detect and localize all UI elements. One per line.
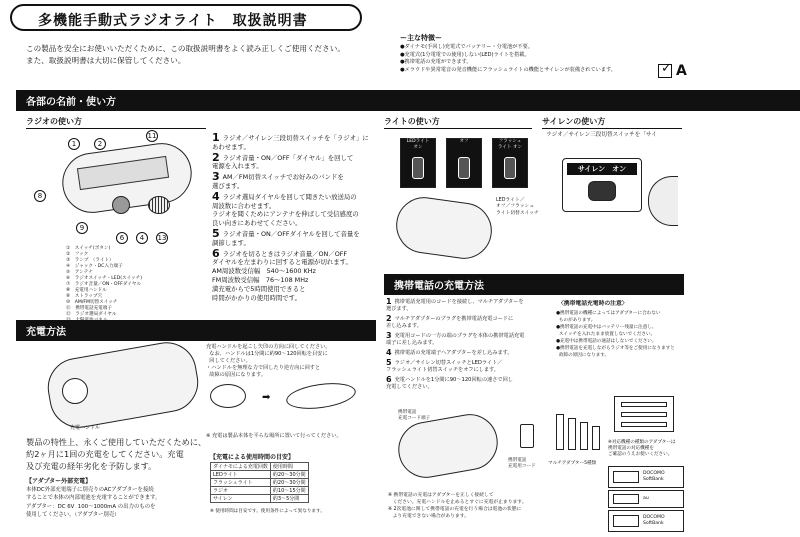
- radio-parts-list: ① スイッチ(ボタン) ② フック ③ ランプ （ライト） ④ ジャック・DC入力端子 ⑤ アンテナ ⑥ ラジオスイッチ・LED(スイッチ) ⑦ ラジオ音量／ON・OFFダイヤル ⑧ 充電用ハンドル ⑨ ストラップ穴 ⑩ AM/FM切替スイッチ ⑪ 携帯電話充電端子 ⑫ ラジオ選局ダイヤル: [66, 246, 143, 317]
- table-row: [211, 487, 309, 495]
- siren-switch-icon: [588, 181, 616, 201]
- radio-step: 2 ラジオ音量・ON／OFF「ダイヤル」を回して 電源を入れます。: [212, 150, 354, 171]
- adapter-text: 本体DC外部充電端子に別売りのACアダプターを接続 することで本体の内部電池を充電することができます。 アダプター：DC 6V 100〜1000mA の出力のものを 使用してください。（アダプター別売）: [26, 487, 161, 519]
- table-cell: 約20〜30分間: [270, 479, 308, 487]
- siren-heading: サイレンの使い方: [542, 116, 682, 129]
- usage-table: [210, 462, 309, 503]
- light-mode-led-on: LEDライト オン: [400, 138, 436, 188]
- table-cell: 約10〜15分間: [270, 487, 308, 495]
- siren-on-label: サイレン オン: [567, 163, 637, 175]
- radio-step: 5 ラジオ音量・ON／OFFダイヤルを回して音量を 調節します。: [212, 226, 360, 247]
- title-box: [10, 4, 362, 31]
- adapter-count-label: マルチアダプター5種類: [548, 461, 597, 466]
- phone-step: 1 携帯電話充電用のコードを接続し、マルチアダプターを 選びます。: [386, 297, 524, 312]
- adapter-row: au: [608, 490, 684, 508]
- siren-text: ラジオ／サイレン三段切替スイッチを「サイ: [546, 132, 657, 138]
- intro-text: この製品を安全にお使いいただくために、この取扱説明書をよく読み正しくご使用ください。 また、取扱説明書は大切に保管してください。: [26, 44, 345, 65]
- phone-caution-heading: 〈携帯電話充電時の注意〉: [558, 301, 628, 307]
- arrow-right-icon: ➡: [262, 392, 271, 403]
- phone-caution-text: ●携帯電話の機種によってはアダプターに合わない ものがあります。 ●携帯電話の充電中はバッテリー残量に注意し、 スイッチを入れたまま放置しないでください。 ●充電中は携帯電話の通話はしないでください。 ●携帯電話を充電しながらラジオ等をご使用になりますと 故障の原因になります。: [556, 311, 675, 358]
- callout-1: 1: [68, 138, 80, 150]
- section-bar-phone: 携帯電話の充電方法: [384, 274, 684, 295]
- callout-9: 9: [76, 222, 88, 234]
- adapter-row: DOCOMO SoftBank: [608, 510, 684, 532]
- cord-label: 携帯電話 充電用コード: [508, 458, 536, 469]
- table-cell: 約3〜5分間: [270, 495, 308, 503]
- checkbox-icon: ✓: [658, 64, 672, 78]
- usage-table-heading: 【充電による使用時間の目安】: [210, 454, 295, 461]
- table-cell: ラジオ: [211, 487, 271, 495]
- phone-step: 2 マルチアダプターのプラグを携帯電話充電コードに 差し込みます。: [386, 314, 514, 329]
- charge-note2: ※ 充電は製品本体を平らな場所に置いて行ってください。: [206, 433, 342, 439]
- callout-6: 6: [116, 232, 128, 244]
- section-bar-charge: 充電方法: [16, 320, 376, 341]
- table-cell: サイレン: [211, 495, 271, 503]
- adapter-compat-table: [608, 466, 684, 532]
- charge-body-text: 製品の特性上、永くご使用していただくために、 約2ヶ月に1回の充電をしてください。充電 及び充電の経年劣化を予防します。: [26, 437, 207, 471]
- charge-notes: 充電ハンドルを起こし矢印の方向に回してください。 なお、ハンドルは1分間に約90〜120回転を目安に 回してください。 ・ハンドルを無理な力で回したり逆方向に回すと 故障の原因になります。: [206, 344, 331, 378]
- table-cell: フラッシュライト: [211, 479, 271, 487]
- terminal-label: 携帯電話 充電コード端子: [398, 410, 431, 421]
- features-list: ●ダイナモ(手回し)充電式でバッテリー・分電池が不要。 ●充電式(1分電電での使用)しない(LED)ライトを搭載。 ●携帯電話の充電ができます。 ●メラウドや異常電音の発音機能にフラッシュライトの機能とサイレンが装備されています。: [400, 44, 616, 73]
- phone-steps: [386, 298, 546, 391]
- crank-handle-icon: [62, 378, 88, 404]
- callout-8: 8: [34, 190, 46, 202]
- charge-handle-label: 充電ハンドル: [70, 425, 101, 431]
- phone-step: 5 ラジオ／サイレン切替スイッチとLEDライト／ フラッシュライト切替スイッチをオフにします。: [386, 358, 503, 373]
- table-row: [211, 479, 309, 487]
- radio-step: 4 ラジオ選局ダイヤルを回して聞きたい放送局の 周波数に合わせます。 ラジオを聞くためにアンテナを伸ばして受信感度の 良い向きにあわせてください。: [212, 189, 359, 228]
- light-heading: ライトの使い方: [384, 116, 532, 129]
- document-title: 多機能手動式ラジオライト 取扱説明書: [38, 13, 308, 29]
- light-switch-label: LEDライト／ オフ／フラッシュ ライト切替スイッチ: [496, 198, 539, 216]
- phone-notes: ※ 携帯電話の充電はアダプターを正しく接続して ください。充電ハンドルを止めるとすぐに充電が止まります。 ※ 2次電池に関して携帯電話の充電を行う場合は電池の状態に より充電できない場合があります。: [388, 493, 527, 519]
- speaker-grille-icon: [148, 196, 170, 214]
- phone-plug-icon: [520, 424, 534, 448]
- table-header-cell: 使用時間: [270, 463, 308, 471]
- adapter-heading: 【アダプター外部充電】: [26, 478, 92, 485]
- section-bar-names: 各部の名前・使い方: [16, 90, 800, 111]
- radio-steps: [212, 131, 378, 302]
- light-mode-flash-on: フラッシュ ライト オン: [492, 138, 528, 188]
- features-heading: ー主な特徴ー: [400, 34, 442, 42]
- adapter-table-note: ※対応機種の種類のアダプターは 携帯電話の対応機種を ご確認のうえお使いください。: [608, 440, 676, 457]
- table-header-row: [211, 463, 309, 471]
- table-cell: 約20〜30分間: [270, 471, 308, 479]
- callout-13: 13: [157, 234, 167, 242]
- phone-step: 4 携帯電話の充電端子へアダプターを差し込みます。: [386, 348, 513, 357]
- table-cell: LEDライト: [211, 471, 271, 479]
- adapter-row: DOCOMO SoftBank: [608, 466, 684, 488]
- callout-2: 2: [94, 138, 106, 150]
- flashlight-illustration: [393, 194, 496, 263]
- radio-step: 1 ラジオ／サイレン三段切替スイッチを「ラジオ」に あわせます。: [212, 131, 369, 151]
- corner-letter: A: [676, 63, 687, 79]
- adapter-plug-icon: [613, 515, 639, 527]
- rotate-arrow-left-icon: [210, 384, 246, 408]
- radio-step: 6 ラジオを切るときはラジオ音量／ON／OFF ダイヤルを左まわりに回すると電源が切れます。 AM周波数受信幅 540〜1600 KHz FM周波数受信幅 76〜108 MHz 満充電からで5時間使用できると 時間がかかりの使用時間です。: [212, 246, 352, 302]
- callout-11: 11: [147, 132, 157, 140]
- rotate-arrow-right-icon: [285, 379, 358, 413]
- table-row: [211, 495, 309, 503]
- siren-device-edge: [648, 176, 678, 226]
- table-header-cell: ダイナモによる充電回数: [211, 463, 271, 471]
- radio-step: 3 AM／FM切替スイッチでお好みのバンドを 選びます。: [212, 170, 344, 190]
- table-row: [211, 471, 309, 479]
- callout-4: 4: [136, 232, 148, 244]
- multi-adapter-icons: [556, 414, 604, 454]
- adapter-plug-icon: [613, 494, 639, 504]
- adapter-diagram: [614, 396, 674, 432]
- phone-step: 6 充電ハンドルを1分間に90〜120回転の速さで回し 充電してください。: [386, 375, 513, 390]
- radio-heading: ラジオの使い方: [26, 116, 206, 129]
- adapter-plug-icon: [613, 471, 639, 483]
- siren-switch-box: [562, 158, 642, 212]
- tuning-dial-icon: [112, 196, 130, 214]
- phone-step: 3 充電用コードの一方の端のプラグを本体の携帯電話充電 端子に差し込みます。: [386, 331, 525, 346]
- light-mode-off: オフ: [446, 138, 482, 188]
- usage-table-note: ※ 使用時間は目安です。使用条件によって異なります。: [210, 509, 325, 514]
